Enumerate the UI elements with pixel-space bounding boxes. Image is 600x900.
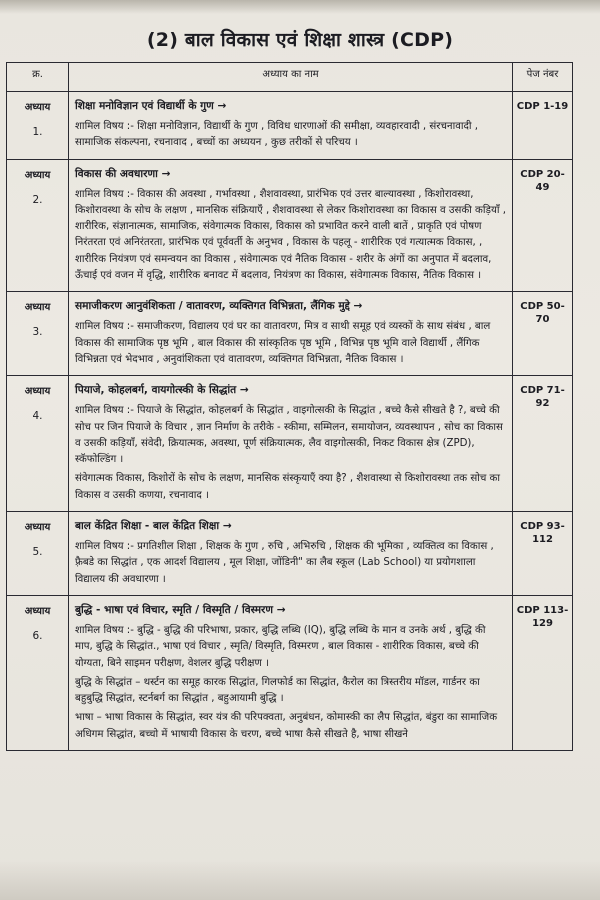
chapter-topics: शामिल विषय :- विकास की अवस्था , गर्भावस्था , शैशवावस्था, प्रारंभिक एवं उत्तर बाल्यावस्था , किशोरावस्था, किशोरावस्था के सोच के लक्षण , मानसिक संक्रियाएँ , शैशवावस्था से लेकर किशोरावस्था का विकास व उसकी कड़ियाँ , शारीरिक, संज्ञानात्मक, सामाजिक, संवेगात्मक विकास, विकास को प्रभावित करने वाली बातें , प्राकृति एवं पोषण निरंतरता एवं अनिरंतरता, प्रारंभिक एवं पूर्ववर्ती के अनुभव , विकास के पहलू - शारीरिक एवं गत्यात्मक विकास, , शारीरिक नियंत्रण एवं समन्वयन का विकास , संवेगात्मक एवं नैतिक विकास - शरीर के अंगों का अनुपात में बदलाव, ऊँचाई एवं वजन में वृद्धि, शारीरिक बनावट में बदलाव, नियंत्रण का विकास, संवेगात्मक विकास, नैतिक विकास । xyxy=(75,188,506,282)
chapter-topics: शामिल विषय :- प्रगतिशील शिक्षा , शिक्षक के गुण , रुचि , अभिरुचि , शिक्षक की भूमिका , व्यक्तित्व का विकास , फ़्रैबडे का सिद्धांत , एक आदर्श विद्यालय , मूल शिक्षा, जोंडिनी" का लैब स्कूल (Lab School) या प्रयोगशाला विद्यालय की अवधारणा । xyxy=(75,541,494,585)
chapter-number-cell xyxy=(7,159,69,292)
table-row xyxy=(7,159,573,292)
page-bottom-shadow xyxy=(0,860,600,900)
header-page: पेज नंबर xyxy=(513,63,573,92)
chapter-label: अध्याय xyxy=(24,302,51,314)
chapter-label: अध्याय xyxy=(24,169,51,181)
header-name: अध्याय का नाम xyxy=(69,63,513,92)
chapter-number-cell xyxy=(7,292,69,376)
chapter-name-cell xyxy=(69,376,513,512)
chapter-topics-language: भाषा – भाषा विकास के सिद्धांत, स्वर यंत्र की परिपक्वता, अनुबंधन, कोमास्की का लैप सिद्धांत, बंडुरा का सामाजिक अधिगम सिद्धांत, बच्चो में भाषायी विकास के चरण, बच्चे भाषा कैसे सीखते है, भाषा सीखने xyxy=(75,712,498,740)
chapter-number: 2. xyxy=(32,193,43,206)
chapter-number-cell xyxy=(7,595,69,750)
table-row xyxy=(7,595,573,750)
chapter-label: अध्याय xyxy=(24,102,51,113)
chapter-number-cell xyxy=(7,376,69,512)
chapter-number: 4. xyxy=(32,410,43,423)
chapter-name-cell xyxy=(69,292,513,376)
chapter-number: 3. xyxy=(32,326,43,339)
chapter-number: 6. xyxy=(32,629,43,642)
chapter-title: समाजीकरण आनुवंशिकता / वातावरण, व्यक्तिगत विभिन्नता, लैंगिक मुद्दे → xyxy=(75,300,363,313)
chapter-name-cell xyxy=(69,512,513,596)
chapter-label: अध्याय xyxy=(24,386,51,398)
chapter-title: बाल केंद्रित शिक्षा - बाल केंद्रित शिक्षा → xyxy=(75,520,232,533)
chapter-name-cell xyxy=(69,159,513,292)
chapter-pages: CDP 1-19 xyxy=(513,92,573,160)
chapter-topics: शामिल विषय :- पियाजे के सिद्धांत, कोहलबर्ग के सिद्धांत , वाइगोत्सकी के सिद्धांत , बच्चे कैसे सीखते है ?, बच्चे की सोच पर जिन पियाजे के विचार , ज्ञान निर्माण के तरीके - स्कीमा, सम्मिलन, समायोजन, व्यवस्थापन , सोच का विकास व उसकी कड़ियाँ, संवेदी, क्रियात्मक, अवस्था, पूर्ण संक्रियात्मक, लैव वाइगोत्सकी, निकट विकास क्षेत्र (ZPD), स्कॅफोल्डिंग । xyxy=(75,405,503,466)
chapter-number: 1. xyxy=(32,126,43,138)
table-row xyxy=(7,292,573,376)
chapter-name-cell xyxy=(69,595,513,750)
table-header-row xyxy=(7,63,573,92)
chapter-title: पियाजे, कोहलबर्ग, वायगोत्स्की के सिद्धांत → xyxy=(75,384,249,397)
chapter-pages: CDP 113-129 xyxy=(513,595,573,750)
chapter-pages: CDP 93-112 xyxy=(513,512,573,596)
chapter-topics-extra: संवेगात्मक विकास, किशोरों के सोच के लक्षण, मानसिक संस्कृयाएँ क्या है? , शैशवास्था से किशोरावस्था तक सोच का विकास व उसकी कणया, रचनावाद । xyxy=(75,473,501,501)
chapter-title: शिक्षा मनोविज्ञान एवं विद्यार्थी के गुण → xyxy=(75,100,227,112)
chapter-topics: शामिल विषय :- बुद्धि - बुद्धि की परिभाषा, प्रकार, बुद्धि लब्धि (IQ), बुद्धि लब्धि के मान व उनके अर्थ , बुद्धि की माप, बुद्धि के सिद्धांत., भाषा एवं विचार , स्मृति/ विस्मृति, विस्मरण , बाल विकास - शारीरिक विकास, बच्चे की योग्यता, बिने साइमन परीक्षण, वेशलर बुद्धि परीक्षण । xyxy=(75,624,486,669)
chapter-pages: CDP 50-70 xyxy=(513,292,573,376)
chapter-topics: शामिल विषय :- समाजीकरण, विद्यालय एवं घर का वातावरण, मित्र व साथी समूह एवं व्यस्कों के साथ संबंध , बाल विकास की सामाजिक पृष्ठ भूमि , बाल विकास की सांस्कृतिक पृष्ठ भूमि , विभिन्न पृष्ठ भूमि वाले विद्यार्थी , लैंगिक विभिन्नता एवं भेदभाव , अनुवांशिकता एवं वातावरण, व्यक्तिगत विभिन्नता, नैतिक विकास । xyxy=(75,321,491,365)
contents-table xyxy=(6,62,573,751)
chapter-name-cell xyxy=(69,92,513,160)
page-title: (2) बाल विकास एवं शिक्षा शास्त्र (CDP) xyxy=(146,29,454,51)
chapter-label: अध्याय xyxy=(24,605,51,617)
chapter-number-cell xyxy=(7,512,69,596)
chapter-number: 5. xyxy=(32,546,43,559)
chapter-topics-theories: बुद्धि के सिद्धांत – थर्स्टन का समूह कारक सिद्धांत, गिलफोर्ड का सिद्धांत, कैरोल का त्रिस्तरीय मॉडल, गार्डनर का बहुबुद्धि सिद्धांत, स्टर्नबर्ग का सिद्धांत , बहुआयामी बुद्धि । xyxy=(75,676,480,705)
table-row xyxy=(7,376,573,512)
chapter-title: बुद्धि - भाषा एवं विचार, स्मृति / विस्मृति / विस्मरण → xyxy=(75,603,286,616)
chapter-number-cell xyxy=(7,92,69,160)
chapter-topics: शामिल विषय :- शिक्षा मनोविज्ञान, विद्यार्थी के गुण , विविध धारणाओं की समीक्षा, व्यवहारवादी , संरचनावादी , सामाजिक संकल्पना, रचनावाद , बच्चों का अध्ययन , कुछ तरीकों से परिचय । xyxy=(75,120,479,149)
chapter-pages: CDP 20-49 xyxy=(513,159,573,292)
header-no: क्र. xyxy=(7,63,69,92)
table-row xyxy=(7,92,573,160)
chapter-label: अध्याय xyxy=(24,522,51,534)
table-row xyxy=(7,512,573,596)
chapter-pages: CDP 71-92 xyxy=(513,376,573,512)
page-top-shadow xyxy=(0,0,600,14)
chapter-title: विकास की अवधारणा → xyxy=(75,167,171,180)
